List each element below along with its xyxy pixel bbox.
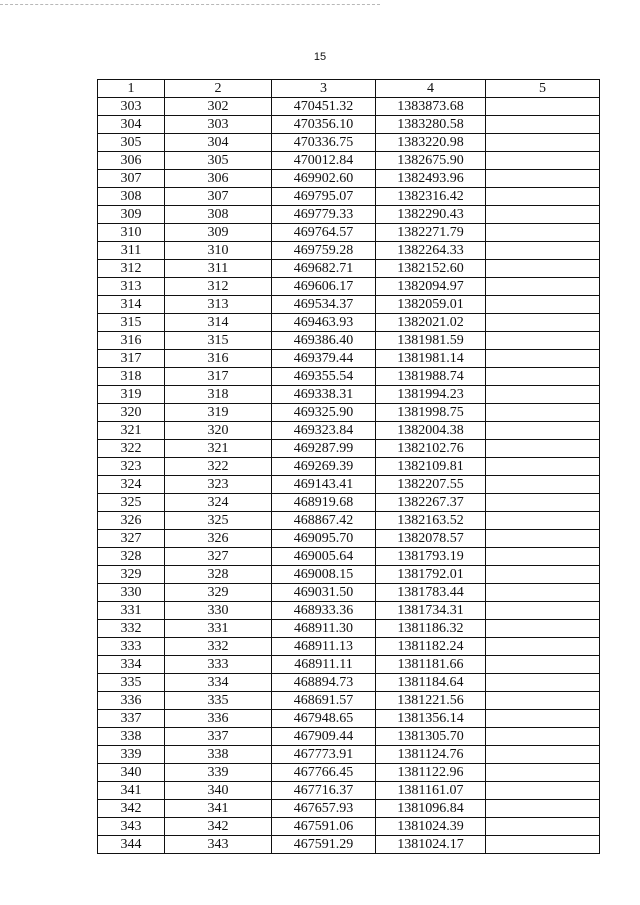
table-cell-col-1: 309: [98, 206, 165, 224]
table-cell-col-5: [486, 620, 600, 638]
table-cell-col-2: 306: [165, 170, 272, 188]
table-cell-col-1: 339: [98, 746, 165, 764]
table-row: [98, 314, 600, 332]
table-row: [98, 440, 600, 458]
table-row: [98, 638, 600, 656]
table-cell-col-5: [486, 350, 600, 368]
table-row: [98, 98, 600, 116]
table-cell-col-3: 469764.57: [272, 224, 376, 242]
table-cell-col-2: 325: [165, 512, 272, 530]
table-cell-col-3: 468894.73: [272, 674, 376, 692]
table-cell-col-3: 469682.71: [272, 260, 376, 278]
table-row: [98, 422, 600, 440]
table-cell-col-1: 327: [98, 530, 165, 548]
table-cell-col-3: 467591.29: [272, 836, 376, 854]
table-cell-col-2: 336: [165, 710, 272, 728]
table-cell-col-4: 1382102.76: [376, 440, 486, 458]
table-cell-col-5: [486, 602, 600, 620]
table-cell-col-2: 311: [165, 260, 272, 278]
table-cell-col-1: 322: [98, 440, 165, 458]
table-row: [98, 782, 600, 800]
table-cell-col-4: 1381122.96: [376, 764, 486, 782]
table-cell-col-3: 468933.36: [272, 602, 376, 620]
table-row: [98, 152, 600, 170]
table-cell-col-2: 320: [165, 422, 272, 440]
table-cell-col-4: 1381024.39: [376, 818, 486, 836]
table-cell-col-3: 467909.44: [272, 728, 376, 746]
table-cell-col-2: 328: [165, 566, 272, 584]
table-cell-col-2: 302: [165, 98, 272, 116]
table-cell-col-1: 318: [98, 368, 165, 386]
table-cell-col-3: 470012.84: [272, 152, 376, 170]
table-cell-col-2: 323: [165, 476, 272, 494]
table-cell-col-5: [486, 242, 600, 260]
table-cell-col-1: 332: [98, 620, 165, 638]
table-cell-col-5: [486, 656, 600, 674]
table-cell-col-4: 1381783.44: [376, 584, 486, 602]
table-cell-col-3: 469386.40: [272, 332, 376, 350]
table-cell-col-5: [486, 692, 600, 710]
table-row: [98, 476, 600, 494]
table-cell-col-5: [486, 188, 600, 206]
table-cell-col-2: 308: [165, 206, 272, 224]
table-cell-col-2: 316: [165, 350, 272, 368]
table-cell-col-5: [486, 260, 600, 278]
table-cell-col-3: 469463.93: [272, 314, 376, 332]
table-cell-col-4: 1381793.19: [376, 548, 486, 566]
table-row: [98, 332, 600, 350]
table-row: [98, 404, 600, 422]
table-cell-col-3: 467591.06: [272, 818, 376, 836]
table-cell-col-5: [486, 314, 600, 332]
table-cell-col-4: 1381981.59: [376, 332, 486, 350]
column-header-1: 1: [98, 80, 165, 98]
table-cell-col-2: 329: [165, 584, 272, 602]
table-cell-col-1: 308: [98, 188, 165, 206]
table-cell-col-2: 340: [165, 782, 272, 800]
table-cell-col-4: 1383873.68: [376, 98, 486, 116]
page-number: 15: [313, 51, 327, 63]
table-cell-col-4: 1381124.76: [376, 746, 486, 764]
table-cell-col-4: 1382094.97: [376, 278, 486, 296]
column-header-3: 3: [272, 80, 376, 98]
table-cell-col-3: 467948.65: [272, 710, 376, 728]
table-header: [98, 80, 600, 98]
table-cell-col-3: 468911.13: [272, 638, 376, 656]
table-cell-col-4: 1382271.79: [376, 224, 486, 242]
table-cell-col-3: 469325.90: [272, 404, 376, 422]
table-cell-col-5: [486, 440, 600, 458]
table-cell-col-3: 469779.33: [272, 206, 376, 224]
table-cell-col-2: 326: [165, 530, 272, 548]
table-cell-col-4: 1381024.17: [376, 836, 486, 854]
table-cell-col-5: [486, 530, 600, 548]
table-cell-col-1: 312: [98, 260, 165, 278]
table-row: [98, 206, 600, 224]
table-cell-col-3: 469287.99: [272, 440, 376, 458]
table-cell-col-4: 1382493.96: [376, 170, 486, 188]
table-cell-col-2: 318: [165, 386, 272, 404]
table-cell-col-3: 469008.15: [272, 566, 376, 584]
table-cell-col-1: 310: [98, 224, 165, 242]
table-cell-col-2: 333: [165, 656, 272, 674]
table-cell-col-2: 307: [165, 188, 272, 206]
table-cell-col-2: 312: [165, 278, 272, 296]
table-cell-col-4: 1381181.66: [376, 656, 486, 674]
table-cell-col-1: 344: [98, 836, 165, 854]
table-cell-col-1: 342: [98, 800, 165, 818]
table-cell-col-4: 1381792.01: [376, 566, 486, 584]
table-cell-col-1: 313: [98, 278, 165, 296]
table-row: [98, 836, 600, 854]
table-cell-col-3: 469269.39: [272, 458, 376, 476]
table-cell-col-3: 468919.68: [272, 494, 376, 512]
table-cell-col-3: 467657.93: [272, 800, 376, 818]
table-cell-col-5: [486, 638, 600, 656]
table-cell-col-5: [486, 278, 600, 296]
table-cell-col-1: 325: [98, 494, 165, 512]
column-header-5: 5: [486, 80, 600, 98]
table-cell-col-2: 310: [165, 242, 272, 260]
table-row: [98, 350, 600, 368]
table-cell-col-5: [486, 710, 600, 728]
table-cell-col-5: [486, 332, 600, 350]
table-row: [98, 692, 600, 710]
table-cell-col-1: 341: [98, 782, 165, 800]
table-cell-col-5: [486, 98, 600, 116]
table-cell-col-5: [486, 584, 600, 602]
table-cell-col-4: 1381221.56: [376, 692, 486, 710]
table-cell-col-3: 470336.75: [272, 134, 376, 152]
table-cell-col-1: 324: [98, 476, 165, 494]
table-cell-col-5: [486, 170, 600, 188]
table-cell-col-3: 469031.50: [272, 584, 376, 602]
table-cell-col-4: 1382059.01: [376, 296, 486, 314]
table-cell-col-4: 1381981.14: [376, 350, 486, 368]
table-cell-col-3: 469005.64: [272, 548, 376, 566]
table-cell-col-3: 469323.84: [272, 422, 376, 440]
table-cell-col-3: 468691.57: [272, 692, 376, 710]
table-cell-col-4: 1381184.64: [376, 674, 486, 692]
table-cell-col-2: 322: [165, 458, 272, 476]
table-cell-col-1: 319: [98, 386, 165, 404]
table-cell-col-3: 467766.45: [272, 764, 376, 782]
table-cell-col-5: [486, 566, 600, 584]
table-cell-col-3: 470356.10: [272, 116, 376, 134]
table-row: [98, 764, 600, 782]
table-cell-col-4: 1382290.43: [376, 206, 486, 224]
table-cell-col-1: 307: [98, 170, 165, 188]
table-cell-col-5: [486, 674, 600, 692]
table-row: [98, 512, 600, 530]
table-cell-col-2: 305: [165, 152, 272, 170]
table-cell-col-5: [486, 836, 600, 854]
table-cell-col-4: 1381734.31: [376, 602, 486, 620]
table-cell-col-1: 343: [98, 818, 165, 836]
table-cell-col-3: 469795.07: [272, 188, 376, 206]
table-cell-col-1: 314: [98, 296, 165, 314]
column-header-4: 4: [376, 80, 486, 98]
table-cell-col-1: 317: [98, 350, 165, 368]
table-cell-col-5: [486, 422, 600, 440]
table-cell-col-4: 1382004.38: [376, 422, 486, 440]
table-cell-col-3: 467773.91: [272, 746, 376, 764]
table-cell-col-3: 469534.37: [272, 296, 376, 314]
table-cell-col-1: 331: [98, 602, 165, 620]
table-row: [98, 566, 600, 584]
table-cell-col-4: 1382316.42: [376, 188, 486, 206]
table-cell-col-2: 309: [165, 224, 272, 242]
table-cell-col-2: 304: [165, 134, 272, 152]
table-cell-col-5: [486, 224, 600, 242]
table-cell-col-5: [486, 548, 600, 566]
table-body: [98, 98, 600, 854]
table-cell-col-5: [486, 746, 600, 764]
coordinates-table: [97, 79, 600, 854]
table-cell-col-1: 303: [98, 98, 165, 116]
table-cell-col-5: [486, 386, 600, 404]
table-cell-col-2: 315: [165, 332, 272, 350]
table-cell-col-1: 338: [98, 728, 165, 746]
table-row: [98, 656, 600, 674]
table-cell-col-4: 1381186.32: [376, 620, 486, 638]
table-row: [98, 602, 600, 620]
table-cell-col-1: 321: [98, 422, 165, 440]
table-cell-col-2: 342: [165, 818, 272, 836]
table-cell-col-5: [486, 116, 600, 134]
table-row: [98, 620, 600, 638]
table-cell-col-1: 305: [98, 134, 165, 152]
table-cell-col-3: 468911.30: [272, 620, 376, 638]
table-row: [98, 278, 600, 296]
table-row: [98, 818, 600, 836]
table-cell-col-2: 313: [165, 296, 272, 314]
table-cell-col-2: 332: [165, 638, 272, 656]
table-cell-col-2: 319: [165, 404, 272, 422]
table-row: [98, 710, 600, 728]
table-cell-col-1: 337: [98, 710, 165, 728]
table-cell-col-3: 468911.11: [272, 656, 376, 674]
table-cell-col-4: 1382207.55: [376, 476, 486, 494]
table-cell-col-1: 304: [98, 116, 165, 134]
table-cell-col-5: [486, 152, 600, 170]
table-cell-col-4: 1382152.60: [376, 260, 486, 278]
table-row: [98, 188, 600, 206]
table-cell-col-1: 326: [98, 512, 165, 530]
table-cell-col-5: [486, 206, 600, 224]
table-cell-col-1: 323: [98, 458, 165, 476]
table-cell-col-5: [486, 458, 600, 476]
table-cell-col-4: 1381356.14: [376, 710, 486, 728]
table-cell-col-3: 467716.37: [272, 782, 376, 800]
table-row: [98, 260, 600, 278]
table-cell-col-2: 335: [165, 692, 272, 710]
table-cell-col-1: 328: [98, 548, 165, 566]
table-cell-col-5: [486, 494, 600, 512]
table-cell-col-1: 334: [98, 656, 165, 674]
table-cell-col-5: [486, 728, 600, 746]
table-cell-col-3: 469759.28: [272, 242, 376, 260]
table-cell-col-2: 331: [165, 620, 272, 638]
table-cell-col-2: 337: [165, 728, 272, 746]
table-cell-col-1: 315: [98, 314, 165, 332]
table-row: [98, 728, 600, 746]
table-cell-col-1: 306: [98, 152, 165, 170]
table-cell-col-4: 1381096.84: [376, 800, 486, 818]
table-cell-col-4: 1382264.33: [376, 242, 486, 260]
table-cell-col-3: 469338.31: [272, 386, 376, 404]
table-cell-col-3: 469095.70: [272, 530, 376, 548]
table-cell-col-4: 1381182.24: [376, 638, 486, 656]
table-cell-col-2: 341: [165, 800, 272, 818]
table-cell-col-4: 1383280.58: [376, 116, 486, 134]
table-row: [98, 170, 600, 188]
table-cell-col-4: 1382267.37: [376, 494, 486, 512]
table-cell-col-2: 343: [165, 836, 272, 854]
table-row: [98, 386, 600, 404]
table-cell-col-5: [486, 134, 600, 152]
table-cell-col-2: 327: [165, 548, 272, 566]
table-cell-col-4: 1382109.81: [376, 458, 486, 476]
table-cell-col-5: [486, 476, 600, 494]
table-cell-col-3: 470451.32: [272, 98, 376, 116]
table-cell-col-4: 1382163.52: [376, 512, 486, 530]
table-cell-col-2: 334: [165, 674, 272, 692]
table-cell-col-2: 317: [165, 368, 272, 386]
table-cell-col-1: 333: [98, 638, 165, 656]
table-cell-col-5: [486, 818, 600, 836]
column-header-2: 2: [165, 80, 272, 98]
table-cell-col-4: 1381988.74: [376, 368, 486, 386]
header-row: [98, 80, 600, 98]
table-cell-col-5: [486, 512, 600, 530]
table-row: [98, 800, 600, 818]
table-cell-col-3: 469143.41: [272, 476, 376, 494]
table-cell-col-2: 339: [165, 764, 272, 782]
table-row: [98, 296, 600, 314]
table-cell-col-2: 338: [165, 746, 272, 764]
table-cell-col-1: 335: [98, 674, 165, 692]
table-row: [98, 368, 600, 386]
table-cell-col-4: 1382675.90: [376, 152, 486, 170]
table-cell-col-2: 321: [165, 440, 272, 458]
table-cell-col-2: 303: [165, 116, 272, 134]
table-row: [98, 674, 600, 692]
table-row: [98, 530, 600, 548]
table-cell-col-4: 1381994.23: [376, 386, 486, 404]
table-cell-col-3: 469902.60: [272, 170, 376, 188]
table-cell-col-5: [486, 764, 600, 782]
table-row: [98, 116, 600, 134]
table-row: [98, 746, 600, 764]
table-cell-col-5: [486, 782, 600, 800]
table-cell-col-3: 469355.54: [272, 368, 376, 386]
table-cell-col-4: 1381161.07: [376, 782, 486, 800]
table-row: [98, 134, 600, 152]
table-row: [98, 242, 600, 260]
scan-top-rule: [0, 4, 380, 5]
table-cell-col-3: 469606.17: [272, 278, 376, 296]
table-cell-col-4: 1383220.98: [376, 134, 486, 152]
table-cell-col-4: 1381998.75: [376, 404, 486, 422]
table-cell-col-1: 340: [98, 764, 165, 782]
table-cell-col-1: 320: [98, 404, 165, 422]
table-cell-col-2: 330: [165, 602, 272, 620]
table-cell-col-2: 324: [165, 494, 272, 512]
table-cell-col-5: [486, 368, 600, 386]
table-cell-col-5: [486, 404, 600, 422]
table-cell-col-5: [486, 800, 600, 818]
table-cell-col-3: 469379.44: [272, 350, 376, 368]
table-row: [98, 494, 600, 512]
table-cell-col-4: 1381305.70: [376, 728, 486, 746]
table-cell-col-1: 329: [98, 566, 165, 584]
table-row: [98, 224, 600, 242]
table-cell-col-2: 314: [165, 314, 272, 332]
table-row: [98, 548, 600, 566]
table-cell-col-3: 468867.42: [272, 512, 376, 530]
table-cell-col-1: 311: [98, 242, 165, 260]
table-cell-col-1: 316: [98, 332, 165, 350]
table-cell-col-4: 1382078.57: [376, 530, 486, 548]
table-row: [98, 584, 600, 602]
table-cell-col-5: [486, 296, 600, 314]
table-cell-col-1: 336: [98, 692, 165, 710]
table-row: [98, 458, 600, 476]
table-cell-col-4: 1382021.02: [376, 314, 486, 332]
table-cell-col-1: 330: [98, 584, 165, 602]
